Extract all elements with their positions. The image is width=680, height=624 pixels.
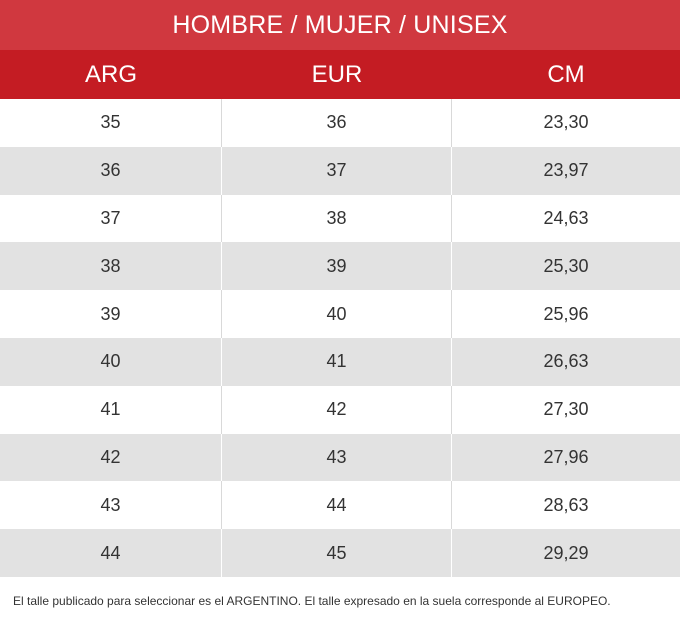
cell-eur: 45 — [222, 529, 452, 577]
cell-cm: 24,63 — [543, 207, 589, 228]
cell-cm: 23,30 — [543, 112, 589, 133]
cell-eur: 38 — [222, 195, 452, 243]
cell-cm: 28,63 — [543, 494, 589, 515]
table-row — [0, 195, 680, 243]
cell-eur: 44 — [222, 481, 452, 529]
cell-arg: 40 — [0, 338, 222, 386]
cell-cm: 27,30 — [543, 399, 589, 420]
cell-cm: 29,29 — [543, 542, 589, 563]
cell-arg: 42 — [0, 434, 222, 482]
footnote: El talle publicado para seleccionar es el ARGENTINO. El talle expresado en la suela corresponde al EUROPEO. — [13, 594, 611, 608]
table-row — [0, 99, 680, 147]
table-row — [0, 481, 680, 529]
table-row — [0, 529, 680, 577]
cell-arg: 36 — [0, 147, 222, 195]
cell-cm: 26,63 — [543, 351, 589, 372]
size-table-body — [0, 99, 680, 577]
column-header-arg: ARG — [84, 60, 137, 88]
cell-arg: 43 — [0, 481, 222, 529]
cell-eur: 37 — [222, 147, 452, 195]
table-row — [0, 242, 680, 290]
cell-eur: 36 — [222, 99, 452, 147]
table-title-text: HOMBRE / MUJER / UNISEX — [172, 10, 508, 39]
table-row — [0, 338, 680, 386]
column-header-eur: EUR — [311, 60, 363, 88]
cell-eur: 40 — [222, 290, 452, 338]
cell-arg: 44 — [0, 529, 222, 577]
table-row — [0, 386, 680, 434]
column-header-cm: CM — [547, 60, 585, 88]
table-header-row — [0, 50, 680, 99]
cell-arg: 41 — [0, 386, 222, 434]
cell-eur: 41 — [222, 338, 452, 386]
table-title — [0, 0, 680, 50]
cell-eur: 42 — [222, 386, 452, 434]
table-row — [0, 290, 680, 338]
table-row — [0, 147, 680, 195]
cell-eur: 39 — [222, 242, 452, 290]
cell-arg: 38 — [0, 242, 222, 290]
cell-arg: 39 — [0, 290, 222, 338]
cell-eur: 43 — [222, 434, 452, 482]
cell-cm: 25,96 — [543, 303, 589, 324]
table-row — [0, 434, 680, 482]
cell-arg: 37 — [0, 195, 222, 243]
cell-cm: 25,30 — [543, 255, 589, 276]
cell-cm: 27,96 — [543, 446, 589, 467]
cell-arg: 35 — [0, 99, 222, 147]
cell-cm: 23,97 — [543, 160, 589, 181]
